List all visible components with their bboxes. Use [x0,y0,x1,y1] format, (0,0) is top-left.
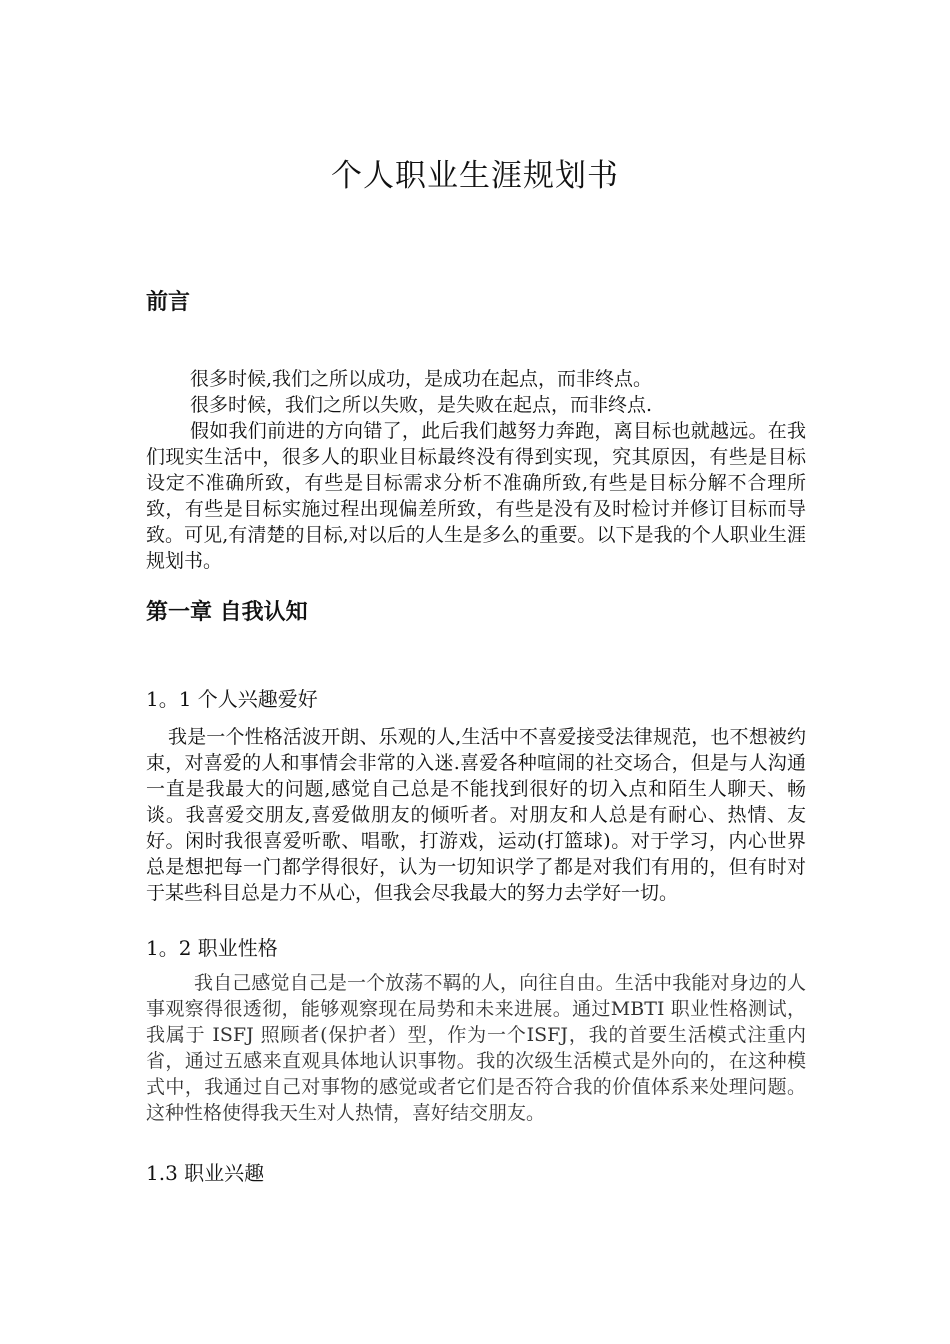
section-1-2-heading: 1。2 职业性格 [146,936,278,960]
section-1-1-heading: 1。1 个人兴趣爱好 [146,687,318,711]
section-1-3-heading: 1.3 职业兴趣 [146,1161,265,1185]
preface-line-2: 很多时候，我们之所以失败，是失败在起点，而非终点. [190,394,653,416]
preface-heading: 前言 [146,290,191,315]
section-1-1-text: 我是一个性格活波开朗、乐观的人,生活中不喜爱接受法律规范，也不想被约束，对喜爱的人和事情会非常的入迷.喜爱各种喧闹的社交场合，但是与人沟通一直是我最大的问题,感觉自己总是不能找到很好的切入点和陌生人聊天、畅谈。我喜爱交朋友,喜爱做朋友的倾听者。对朋友和人总是有耐心、热情、友好。闲时我很喜爱听歌、唱歌，打游戏，运动(打篮球)。对于学习，内心世界总是想把每一门都学得很好，认为一切知识学了都是对我们有用的，但有时对于某些科目总是力不从心，但我会尽我最大的努力去学好一切。 [146,726,806,904]
chapter1-heading: 第一章 自我认知 [146,600,308,625]
document-title: 个人职业生涯规划书 [331,158,619,194]
section-1-2-text: 我自己感觉自己是一个放荡不羁的人，向往自由。生活中我能对身边的人事观察得很透彻，能够观察现在局势和未来进展。通过MBTI 职业性格测试，我属于 ISFJ 照顾者(保护者）型，作为一个ISFJ，我的首要生活模式注重内省，通过五感来直观具体地认识事物。我的次级生活模式是外向的，在这种模式中，我通过自己对事物的感觉或者它们是否符合我的价值体系来处理问题。这种性格使得我天生对人热情，喜好结交朋友。 [146,972,806,1124]
preface-paragraph: 假如我们前进的方向错了，此后我们越努力奔跑，离目标也就越远。在我们现实生活中，很多人的职业目标最终没有得到实现，究其原因，有些是目标设定不准确所致，有些是目标需求分析不准确所致,有些是目标分解不合理所致，有些是目标实施过程出现偏差所致，有些是没有及时检讨并修订目标而导致。可见,有清楚的目标,对以后的人生是多么的重要。以下是我的个人职业生涯规划书。 [146,420,806,572]
preface-line-1: 很多时候,我们之所以成功，是成功在起点，而非终点。 [190,368,653,390]
